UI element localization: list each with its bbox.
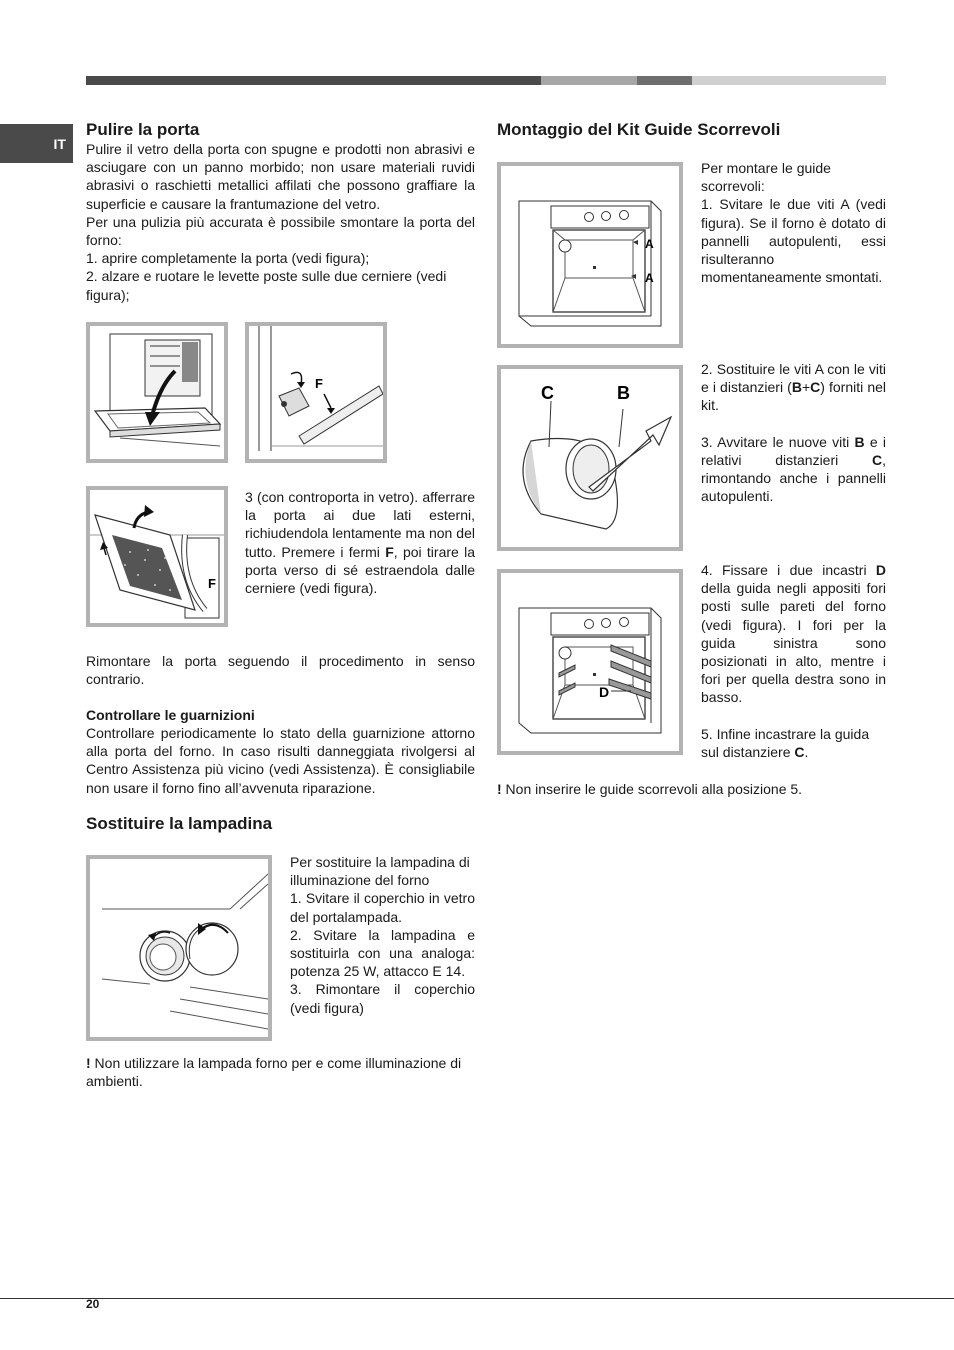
door-para2: Per una pulizia più accurata è possibile smontare la porta del forno: xyxy=(86,213,475,249)
lamp-illustration xyxy=(90,859,268,1037)
figure-oven-screws xyxy=(497,162,683,348)
kit-step3-e: , rimontando anche i pannelli autopulenti. xyxy=(701,451,886,505)
seals-title: Controllare le guarnizioni xyxy=(86,707,255,723)
figure-remove-door xyxy=(86,486,228,627)
warning-mark: ! xyxy=(86,1055,91,1071)
kit-step2-a: 2. Sostituire le viti A con le viti e i distanzieri ( xyxy=(701,361,886,396)
header-bar-segment xyxy=(541,76,637,85)
kit-step3-d: C xyxy=(871,451,883,468)
open-door-illustration xyxy=(90,326,224,459)
hinge-lever-illustration xyxy=(249,326,383,459)
header-bar-segment xyxy=(637,76,692,85)
kit-step4-c: della guida negli appositi fori posti sulle pareti del forno (vedi figura). I fori per la guida sinistra sono posizionati in alto, mentre i fori per quella destra sono in basso. xyxy=(701,580,886,706)
kit-step5-c: . xyxy=(804,743,809,760)
section-title-lamp: Sostituire la lampadina xyxy=(86,814,273,833)
label-a: A xyxy=(645,271,654,285)
footer-rule xyxy=(0,1298,954,1299)
door-step3-text-b: , poi tirare la porta verso di sé estraendola dalle cerniere (vedi figura). xyxy=(245,543,475,597)
kit-step4-b: D xyxy=(875,562,886,578)
figure-hinge-lever xyxy=(245,322,387,463)
header-bar-segment xyxy=(692,76,886,85)
kit-intro: Per montare le guide scorrevoli: xyxy=(701,160,831,195)
spacer-illustration xyxy=(501,369,679,547)
kit-warning-text: Non inserire le guide scorrevoli alla posizione 5. xyxy=(501,781,803,797)
kit-step2-plus: + xyxy=(801,379,811,396)
kit-steps-2 xyxy=(701,360,886,505)
figure-open-door xyxy=(86,322,228,463)
door-step3-f: F xyxy=(385,543,394,560)
kit-step5-a: 5. Infine incastrare la guida sul distanziere xyxy=(701,725,870,760)
header-bar-segment xyxy=(86,76,541,85)
kit-steps-3 xyxy=(701,561,886,761)
figure-oven-guides xyxy=(497,569,683,755)
figure-spacer xyxy=(497,365,683,551)
kit-step3-c: e i relativi distanzieri xyxy=(701,433,886,468)
lamp-section-title xyxy=(86,814,475,834)
kit-step2-b: B xyxy=(791,379,802,396)
lamp-step3: 3. Rimontare il coperchio (vedi figura) xyxy=(290,981,475,1016)
label-d: D xyxy=(599,684,610,700)
kit-step4-a: 4. Fissare i due incastri xyxy=(701,562,876,578)
kit-step2-d: ) forniti nel kit. xyxy=(701,379,886,414)
section-title-door: Pulire la porta xyxy=(86,120,200,139)
door-remount: Rimontare la porta seguendo il procedimento in senso contrario. xyxy=(86,653,475,688)
door-step2: 2. alzare e ruotare le levette poste sulle due cerniere (vedi figura); xyxy=(86,268,447,303)
lamp-intro: Per sostituire la lampadina di illuminazione del forno xyxy=(290,854,470,889)
kit-step1: 1. Svitare le due viti A (vedi figura). Se il forno è dotato di pannelli autopulenti, essi risulteranno momentaneamente smontati. xyxy=(701,196,886,286)
seals-section xyxy=(86,706,475,797)
remount-section xyxy=(86,652,475,688)
figure-lamp xyxy=(86,855,272,1041)
kit-step3-b: B xyxy=(854,433,865,450)
lamp-warning-text: Non utilizzare la lampada forno per e come illuminazione di ambienti. xyxy=(86,1055,462,1090)
lamp-step1: 1. Svitare il coperchio in vetro del portalampada. xyxy=(290,890,475,925)
label-c: C xyxy=(541,383,554,403)
kit-step3-a: 3. Avvitare le nuove viti xyxy=(701,433,855,450)
kit-section-title xyxy=(497,120,886,140)
label-a: A xyxy=(645,237,654,251)
seals-text: Controllare periodicamente lo stato della guarnizione attorno alla porta del forno. In caso risulti danneggiata rivolgersi al Centro Assistenza più vicino (vedi Assistenza). È consigliabile non usare il forno fino all’avvenuta riparazione. xyxy=(86,725,475,796)
label-b: B xyxy=(617,383,630,403)
door-step3 xyxy=(245,488,475,597)
door-step3-text-a: 3 (con controporta in vetro). afferrare la porta ai due lati esterni, richiudendola lentamente ma non del tutto. Premere i fermi xyxy=(245,489,475,560)
warning-mark: ! xyxy=(497,781,502,797)
kit-steps-1 xyxy=(701,159,886,286)
lamp-steps xyxy=(290,853,475,1017)
lamp-step2: 2. Svitare la lampadina e sostituirla con una analoga: potenza 25 W, attacco E 14. xyxy=(290,926,475,980)
door-para1: Pulire il vetro della porta con spugne e prodotti non abrasivi e asciugare con un panno morbido; non usare materiali ruvidi abrasivi o raschietti metallici affilati che possono graffiare la superficie e causare la frantumazione del vetro. xyxy=(86,141,475,212)
kit-warning xyxy=(497,780,886,798)
kit-step2-c: C xyxy=(810,379,821,396)
label-f: F xyxy=(315,376,323,391)
header-bar xyxy=(86,76,886,85)
door-step1: 1. aprire completamente la porta (vedi figura); xyxy=(86,250,370,267)
remove-door-illustration xyxy=(90,490,224,623)
door-section xyxy=(86,120,475,304)
language-label: IT xyxy=(53,135,66,152)
language-tab xyxy=(0,124,73,163)
kit-step5-b: C xyxy=(794,743,805,760)
oven-screws-illustration xyxy=(501,166,679,344)
page-number: 20 xyxy=(86,1297,100,1311)
lamp-warning xyxy=(86,1054,475,1090)
section-title-kit: Montaggio del Kit Guide Scorrevoli xyxy=(497,120,781,139)
label-f: F xyxy=(208,576,216,591)
oven-guides-illustration xyxy=(501,573,679,751)
